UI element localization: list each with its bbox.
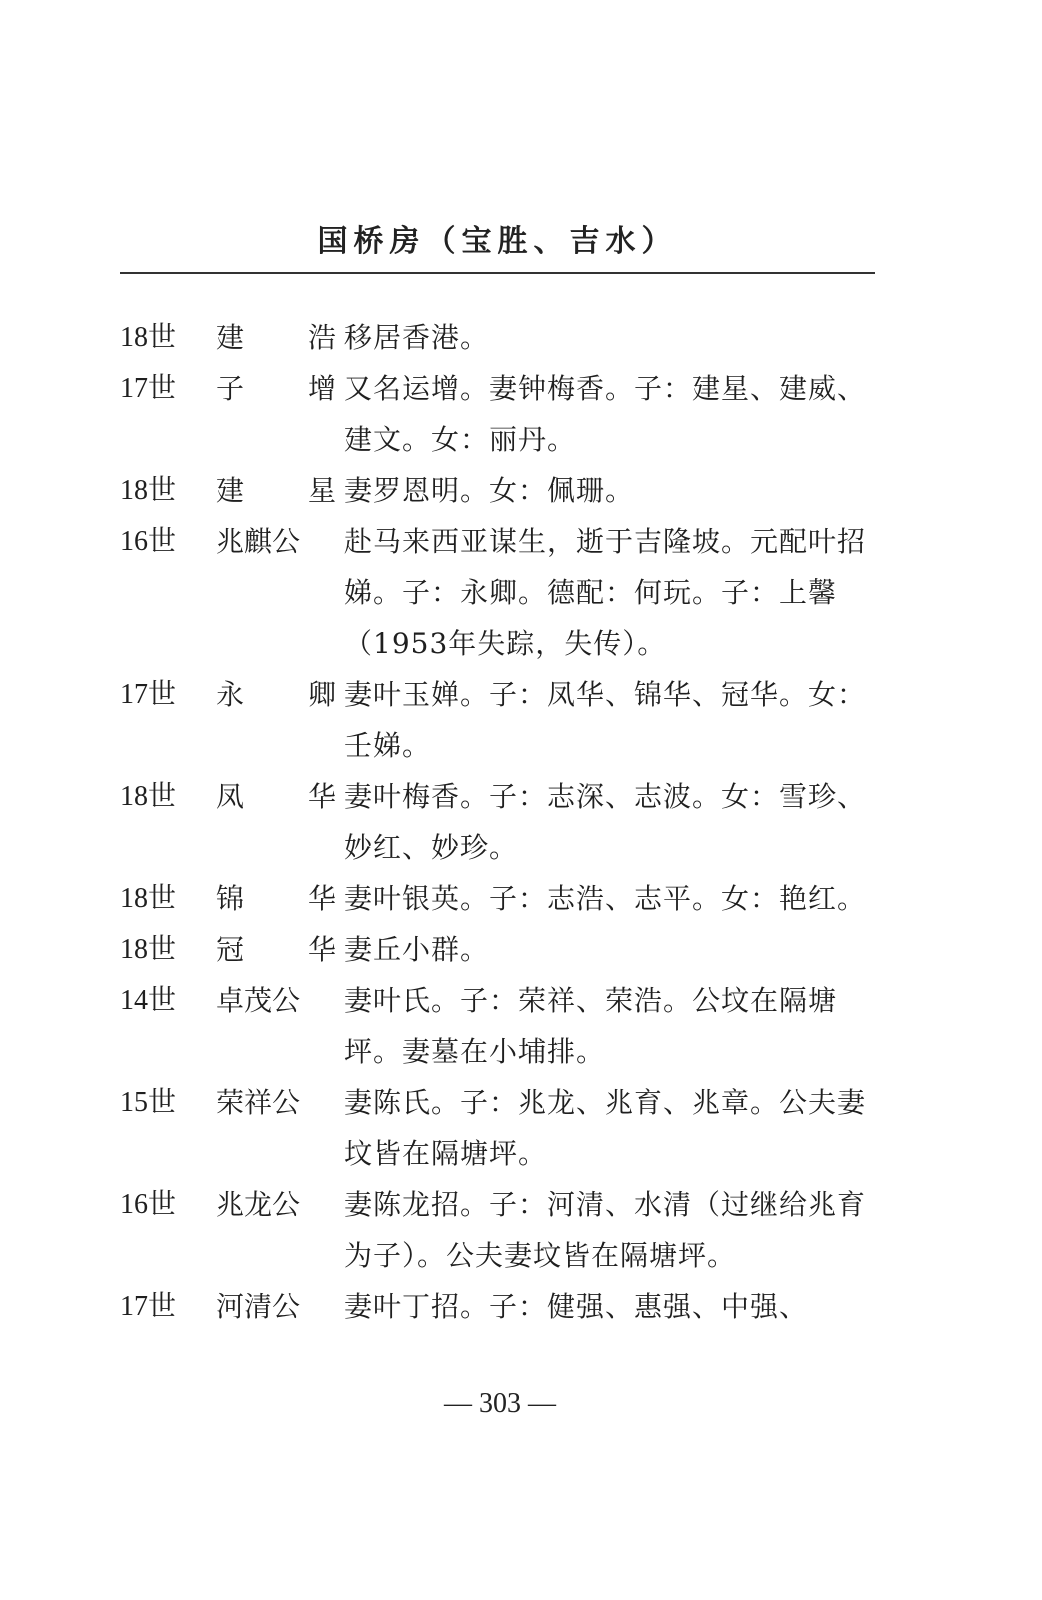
entry-description: 妻罗恩明。女：佩珊。 [344, 474, 635, 507]
generation: 17世 [120, 679, 177, 710]
generation: 18世 [120, 322, 177, 353]
person-name: 兆麒公 [216, 525, 301, 558]
person-name: 建 浩 [216, 321, 336, 354]
entry-row [120, 1179, 880, 1281]
person-name: 子 增 [216, 372, 336, 405]
generation: 17世 [120, 373, 177, 404]
entry-description: 妻叶银英。子：志浩、志平。女：艳红。 [344, 882, 867, 915]
entry-row [120, 312, 880, 363]
entry-row [120, 924, 880, 975]
entry-description: 妻叶梅香。子：志深、志波。女：雪珍、妙红、妙珍。 [344, 780, 867, 864]
page-header-title: 国桥房（宝胜、吉水） [317, 224, 678, 259]
person-name: 河清公 [216, 1290, 301, 1323]
entry-row [120, 516, 880, 669]
genealogy-entries [120, 312, 880, 1332]
entry-row [120, 363, 880, 465]
person-name: 冠 华 [216, 933, 336, 966]
entry-description: 妻陈龙招。子：河清、水清（过继给兆育为子）。公夫妻坟皆在隔塘坪。 [344, 1188, 867, 1272]
entry-description: 妻丘小群。 [344, 933, 490, 966]
entry-description: 妻叶玉婵。子：凤华、锦华、冠华。女：壬娣。 [344, 678, 867, 762]
person-name: 建 星 [216, 474, 336, 507]
generation: 18世 [120, 781, 177, 812]
generation: 16世 [120, 526, 177, 557]
generation: 18世 [120, 883, 177, 914]
page-number: — 303 — [444, 1388, 556, 1419]
generation: 14世 [120, 985, 177, 1016]
header-rule [120, 272, 875, 274]
generation: 15世 [120, 1087, 177, 1118]
entry-description: 移居香港。 [344, 321, 490, 354]
person-name: 兆龙公 [216, 1188, 301, 1221]
entry-row [120, 669, 880, 771]
generation: 17世 [120, 1291, 177, 1322]
generation: 16世 [120, 1189, 177, 1220]
entry-description: 妻叶丁招。子：健强、惠强、中强、 [344, 1290, 809, 1323]
entry-row [120, 1281, 880, 1332]
person-name: 荣祥公 [216, 1086, 301, 1119]
person-name: 凤 华 [216, 780, 336, 813]
entry-description: 妻陈氏。子：兆龙、兆育、兆章。公夫妻坟皆在隔塘坪。 [344, 1086, 867, 1170]
generation: 18世 [120, 475, 177, 506]
entry-row [120, 975, 880, 1077]
entry-description: 又名运增。妻钟梅香。子：建星、建威、建文。女：丽丹。 [344, 372, 867, 456]
entry-row [120, 771, 880, 873]
entry-row [120, 465, 880, 516]
entry-description: 赴马来西亚谋生，逝于吉隆坡。元配叶招娣。子：永卿。德配：何玩。子：上馨（1953年失踪，失传）。 [344, 525, 867, 660]
entry-row [120, 873, 880, 924]
person-name: 锦 华 [216, 882, 336, 915]
person-name: 卓茂公 [216, 984, 301, 1017]
entry-row [120, 1077, 880, 1179]
entry-description: 妻叶氏。子：荣祥、荣浩。公坟在隔塘坪。妻墓在小埔排。 [344, 984, 838, 1068]
person-name: 永 卿 [216, 678, 336, 711]
generation: 18世 [120, 934, 177, 965]
